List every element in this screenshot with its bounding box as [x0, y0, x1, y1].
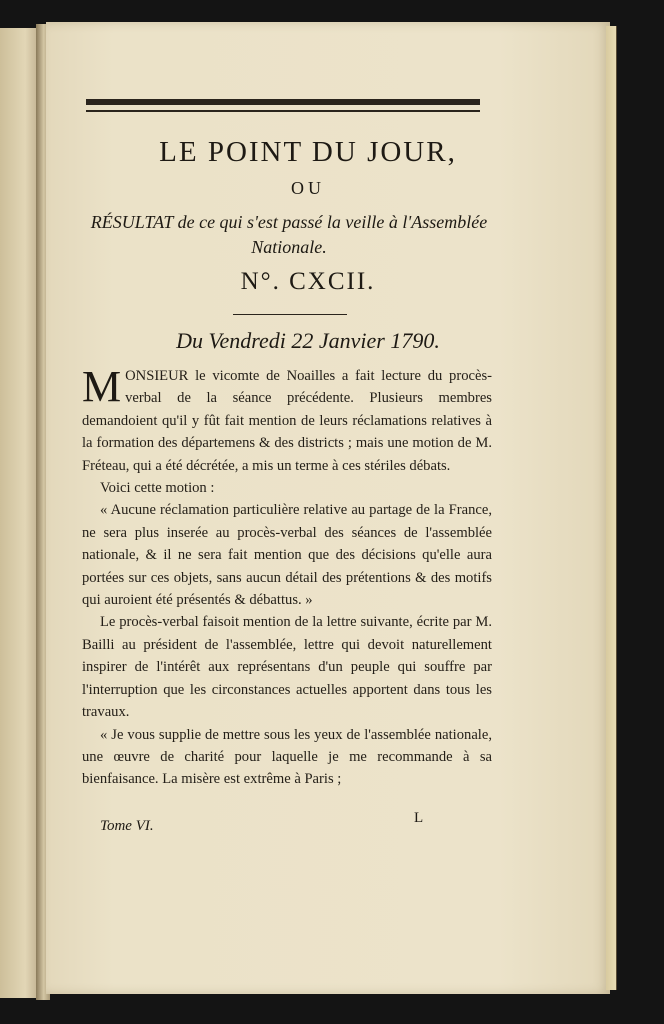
page-title: LE POINT DU JOUR, [159, 136, 457, 168]
article-body [82, 362, 492, 791]
paragraph-1-text: ONSIEUR le vicomte de Noailles a fait lecture du procès-verbal de la séance précédente. Plusieurs membres demandoient qu'il y fût fait mention de leurs réclamations relatives à la formation des départemens & des districts ; mais une motion de M. Fréteau, qui a été décrétée, a mis un terme à ces stériles débats. [82, 368, 492, 474]
title-conjunction: OU [291, 178, 325, 198]
dropcap: M [82, 362, 122, 411]
page-edge [606, 26, 617, 990]
section-divider [233, 314, 347, 315]
header-rule-thin [86, 110, 480, 112]
paragraph-5: « Je vous supplie de mettre sous les yeux de l'assemblée nationale, une œuvre de charité pour laquelle je me recommande à sa bienfaisance. La misère est extrême à Paris ; [82, 726, 492, 788]
paragraph-3: « Aucune réclamation particulière relative au partage de la France, ne sera plus inserée au procès-verbal des séances de l'assemblée nationale, & il ne sera fait mention que des décisions qu'elle aura portées sur ces objets, sans aucun détail des prétentions & des motifs qui auroient été présentés & débattus. » [82, 502, 492, 609]
signature-mark: L [414, 810, 424, 826]
paragraph-2: Voici cette motion : [100, 480, 215, 497]
paragraph-4: Le procès-verbal faisoit mention de la lettre suivante, écrite par M. Bailli au président de l'assemblée, lettre qui devoit naturellement inspirer de l'intérêt aux représentans d'un peuple qui souffre par l'interruption que les circonstances actuelles apportent dans tous les travaux. [82, 614, 492, 721]
issue-number: N°. CXCII. [240, 268, 376, 295]
header-rule-thick [86, 99, 480, 105]
volume-label: Tome VI. [100, 818, 154, 834]
page-subtitle: RÉSULTAT de ce qui s'est passé la veille à l'Assemblée Nationale. [90, 212, 488, 257]
issue-date: Du Vendredi 22 Janvier 1790. [176, 328, 440, 353]
paragraph-1 [82, 362, 492, 477]
